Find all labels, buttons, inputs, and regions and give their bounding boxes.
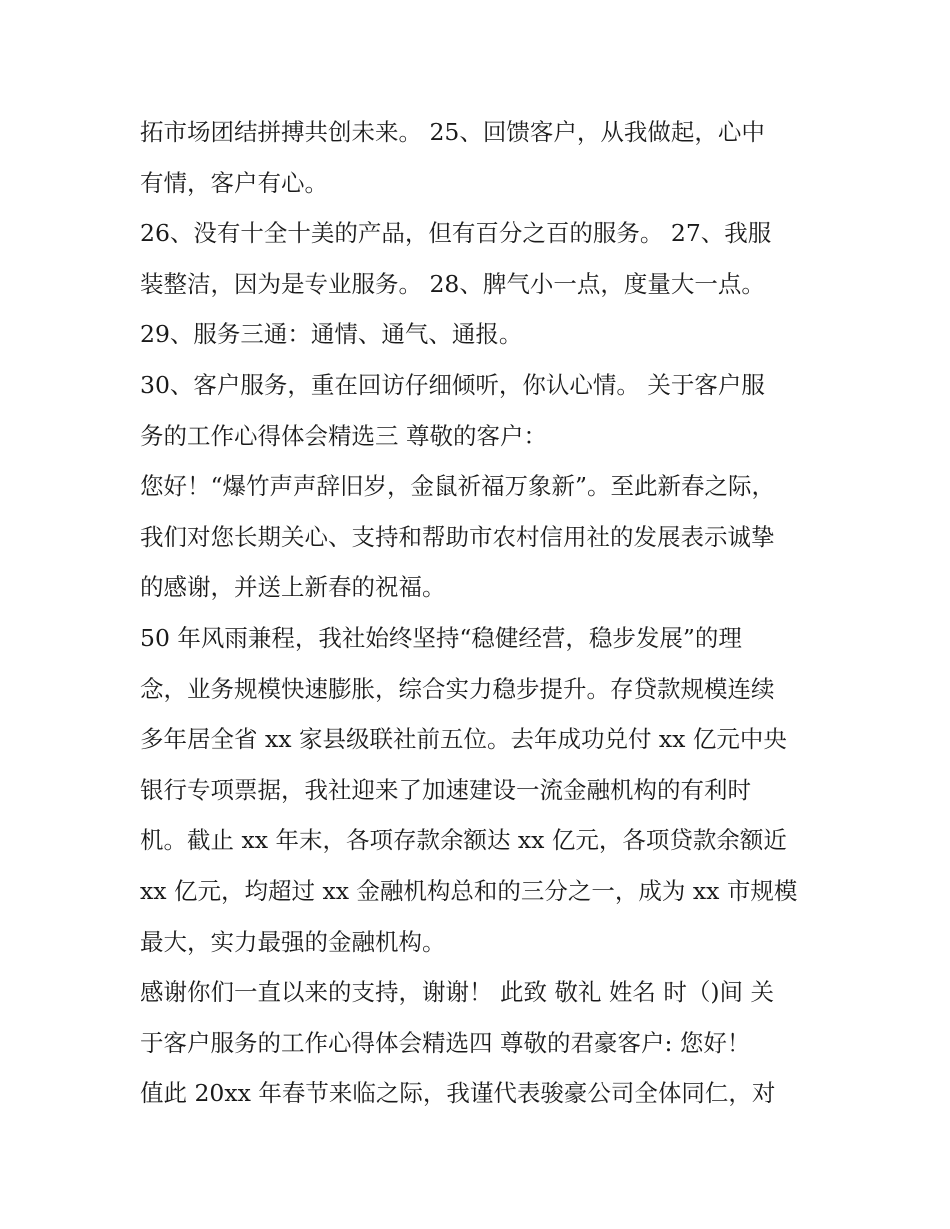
text-line: 您好！“爆竹声声辞旧岁，金鼠祈福万象新”。至此新春之际， (140, 472, 776, 501)
text-line: 拓市场团结拼搏共创未来。 25、回馈客户，从我做起，心中 (140, 118, 765, 146)
text-line: 的感谢，并送上新春的祝福。 (140, 573, 446, 602)
text-line: 于客户服务的工作心得体会精选四 尊敬的君豪客户: 您好！ (140, 1028, 751, 1057)
text-line: 银行专项票据，我社迎来了加速建设一流金融机构的有利时 (140, 775, 751, 804)
text-line: 装整洁，因为是专业服务。 28、脾气小一点，度量大一点。 (140, 269, 765, 298)
text-line: 50 年风雨兼程，我社始终坚持“稳健经营，稳步发展”的理 (140, 623, 742, 652)
text-line: 有情，客户有心。 (140, 168, 328, 197)
text-line: 26、没有十全十美的产品，但有百分之百的服务。 27、我服 (140, 219, 772, 248)
text-line: 最大，实力最强的金融机构。 (140, 927, 446, 956)
text-line: 值此 20xx 年春节来临之际，我谨代表骏豪公司全体同仁，对 (140, 1079, 776, 1108)
text-line: 29、服务三通：通情、通气、通报。 (140, 320, 523, 349)
text-line: xx 亿元，均超过 xx 金融机构总和的三分之一，成为 xx 市规模 (140, 876, 798, 905)
text-line: 30、客户服务，重在回访仔细倾听，你认心情。 关于客户服 (140, 370, 765, 399)
text-line: 多年居全省 xx 家县级联社前五位。去年成功兑付 xx 亿元中央 (140, 725, 787, 754)
text-line: 务的工作心得体会精选三 尊敬的客户： (140, 421, 547, 450)
text-line: 感谢你们一直以来的支持，谢谢！ 此致 敬礼 姓名 时（)间 关 (140, 978, 775, 1007)
text-line: 念，业务规模快速膨胀，综合实力稳步提升。存贷款规模连续 (140, 674, 775, 703)
text-line: 机。截止 xx 年末，各项存款余额达 xx 亿元，各项贷款余额近 (140, 826, 787, 855)
text-line: 我们对您长期关心、支持和帮助市农村信用社的发展表示诚挚 (140, 522, 775, 551)
document-body (140, 107, 820, 1119)
